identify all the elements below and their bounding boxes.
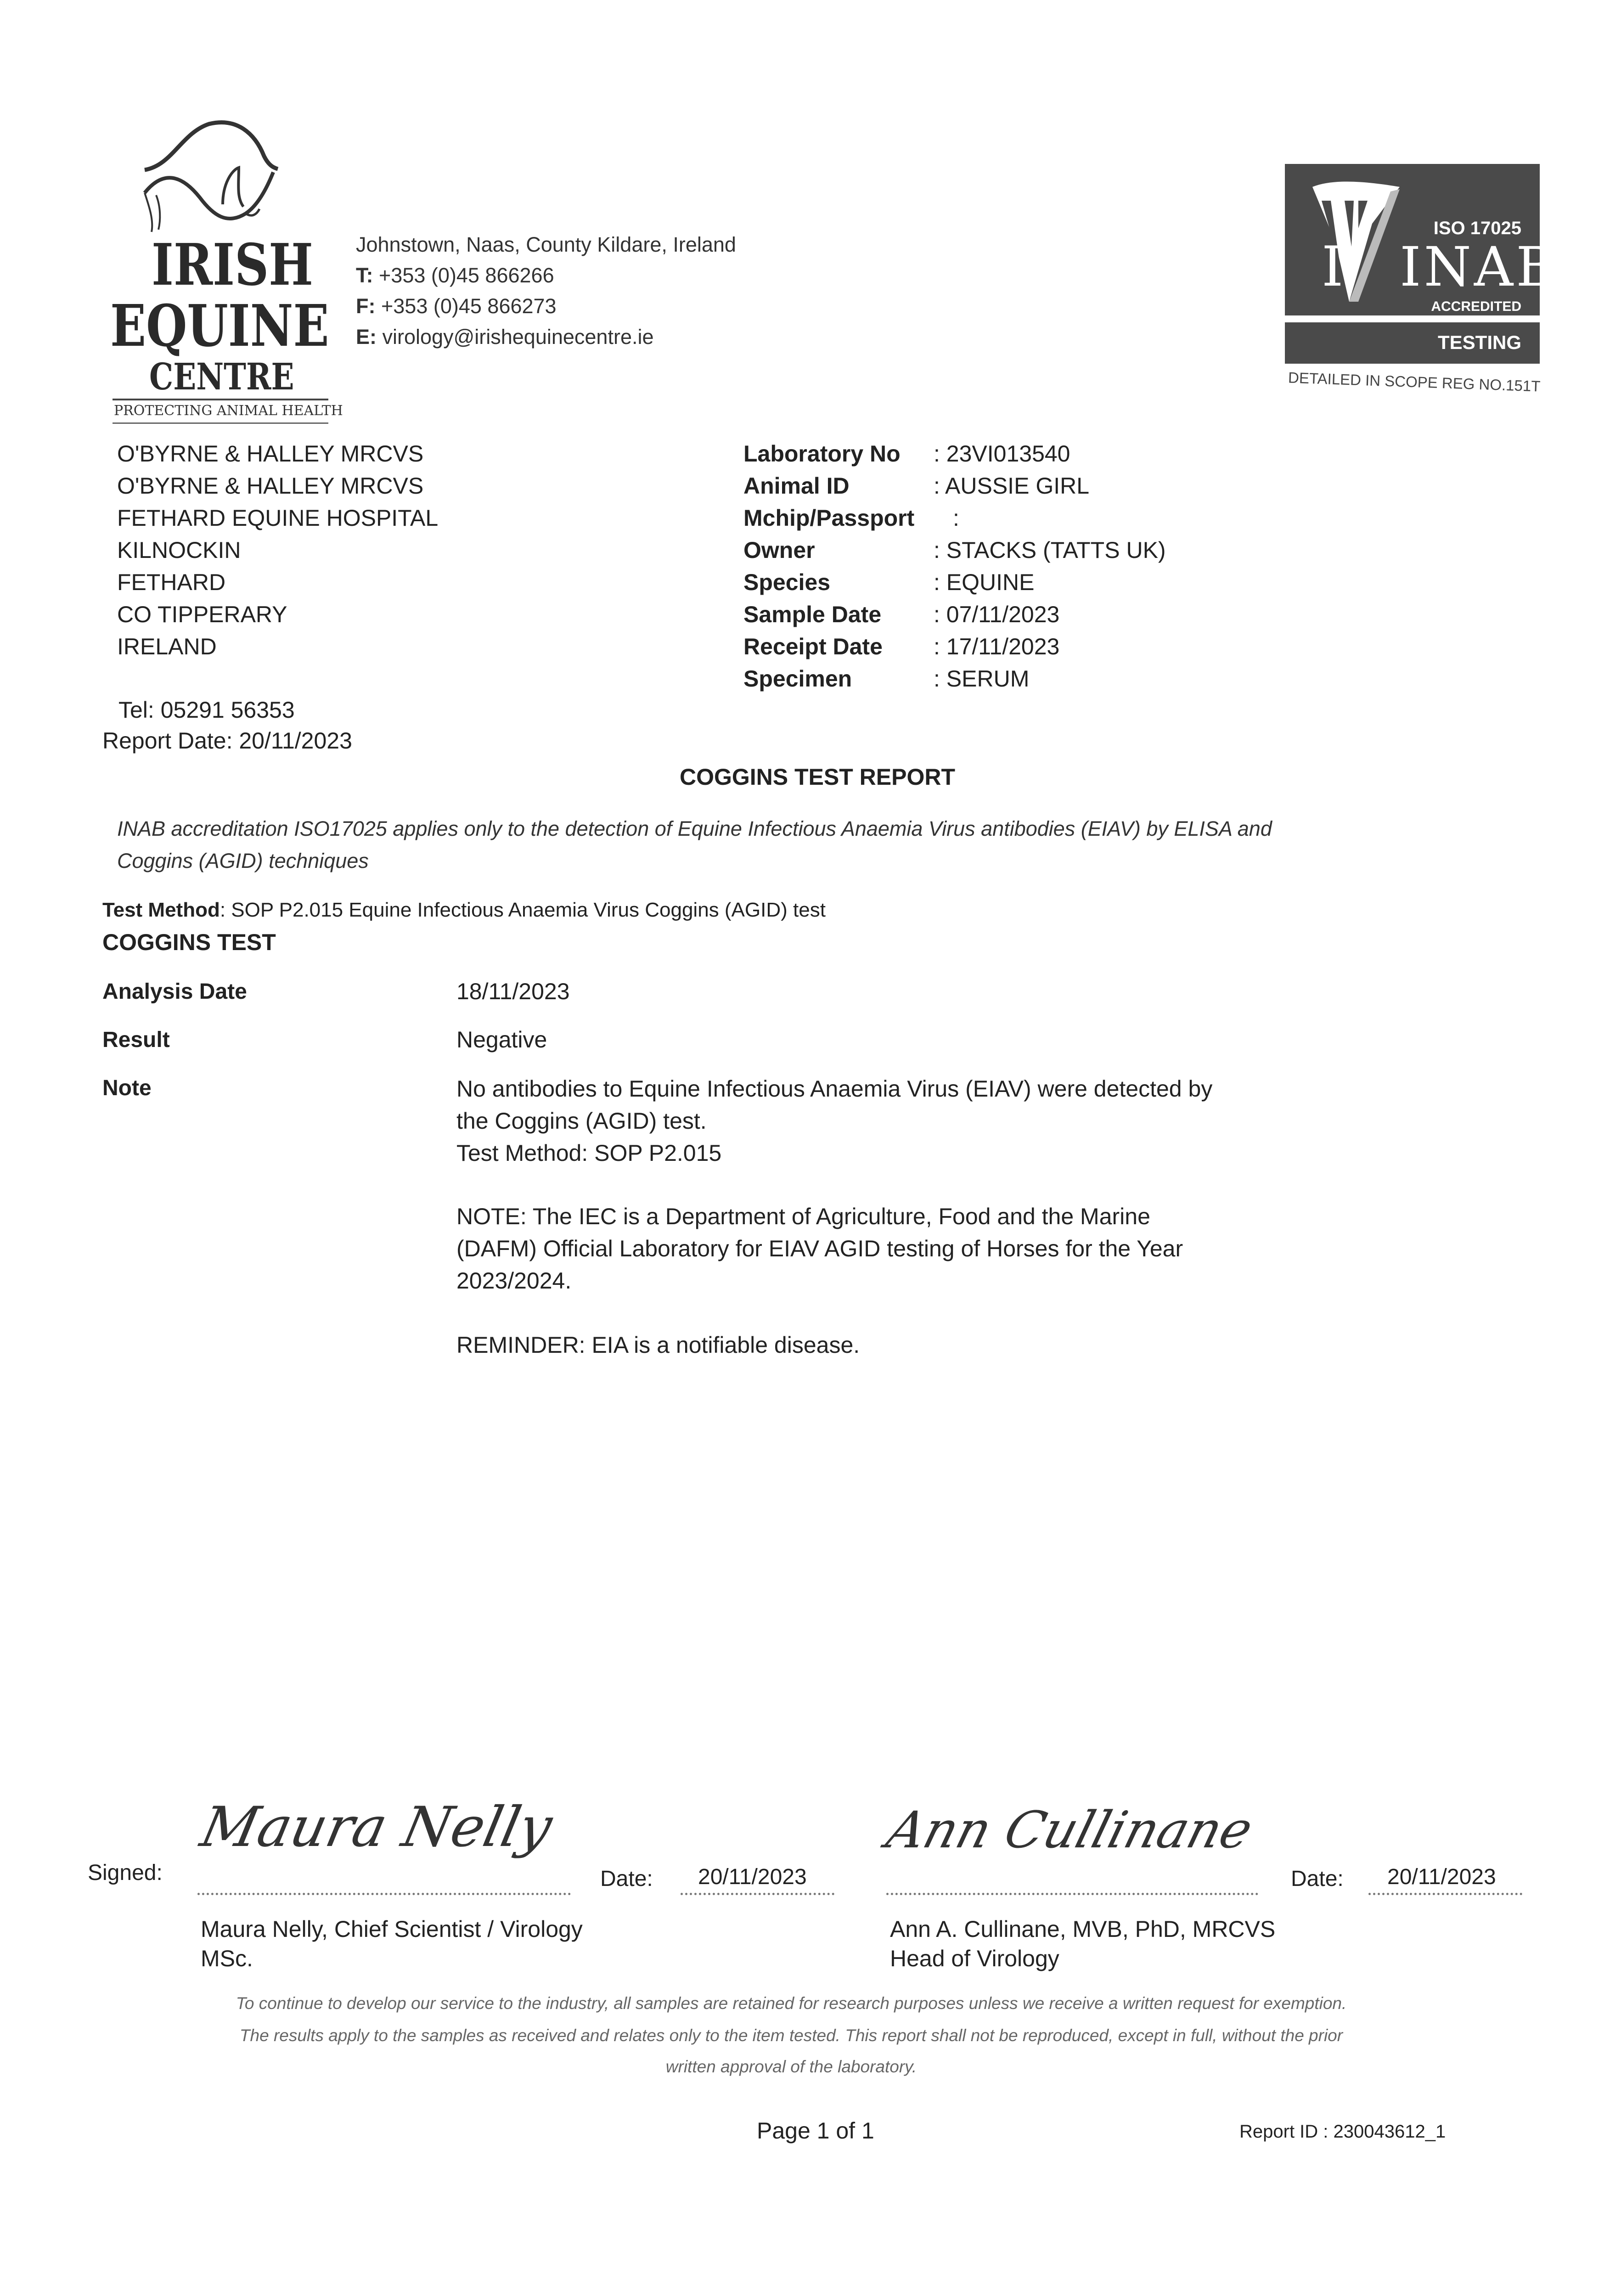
reminder: REMINDER: EIA is a notifiable disease. [456,1332,860,1358]
date-label: Date: [1291,1867,1344,1891]
test-method [102,900,826,920]
lab-fax [356,296,557,316]
test-method-label: Test Method [102,899,220,921]
signatory-title: MSc. [201,1946,253,1971]
inab-i: I [1322,235,1344,299]
lab-info-label: Sample Date [743,602,882,627]
lab-info-label: Owner [743,537,815,563]
analysis-date-label: Analysis Date [102,979,247,1004]
lab-info-label: Mchip/Passport [743,505,915,531]
note-line: No antibodies to Equine Infectious Anaemia Virus (EIAV) were detected by [456,1076,1213,1102]
recipient-line: O'BYRNE & HALLEY MRCVS [117,473,424,499]
lab-email [356,326,654,347]
lab-address: Johnstown, Naas, County Kildare, Ireland [356,233,736,256]
lab-info-label: Specimen [743,666,852,692]
note2-line: 2023/2024. [456,1268,572,1294]
page-number: Page 1 of 1 [757,2118,874,2144]
sign-date: 20/11/2023 [698,1865,807,1889]
test-method-value: : SOP P2.015 Equine Infectious Anaemia Virus Coggins (AGID) test [220,899,826,921]
signature-line [197,1893,571,1895]
recipient-line: FETHARD [117,569,226,595]
lab-info-value: : [953,505,959,531]
email-label: E: [356,325,377,349]
lab-info-label: Laboratory No [743,441,901,467]
note-line: Test Method: SOP P2.015 [456,1140,722,1166]
inab-accredited: ACCREDITED [1431,299,1521,314]
logo-centre: CENTRE [149,355,294,398]
recipient-line: O'BYRNE & HALLEY MRCVS [117,441,424,467]
inab-iso: ISO 17025 [1433,218,1521,238]
report-title: COGGINS TEST REPORT [679,764,956,790]
logo-rule [113,399,328,400]
accreditation-note: INAB accreditation ISO17025 applies only to the detection of Equine Infectious Anaemia Virus antibodies (EIAV) by ELISA and [117,817,1272,840]
inab-accreditation-badge [1285,164,1559,371]
logo-equine: EQUINE [110,293,329,360]
signed-label: Signed: [88,1861,163,1885]
sign-date: 20/11/2023 [1387,1865,1496,1889]
logo-rule-bottom [113,422,328,424]
date-label: Date: [600,1867,653,1891]
lab-info-value: : STACKS (TATTS UK) [934,537,1166,563]
signature-maura-nelly: Maura Nelly [195,1795,558,1859]
report-date: Report Date: 20/11/2023 [102,728,352,754]
inab-scope: DETAILED IN SCOPE REG NO.151T [1288,369,1541,395]
section-title: COGGINS TEST [102,929,276,955]
signatory-name: Ann A. Cullinane, MVB, PhD, MRCVS [890,1916,1276,1942]
disclaimer-line: To continue to develop our service to the industry, all samples are retained for research purposes unless we receive a written request for exemption. [236,1994,1347,2013]
recipient-line: KILNOCKIN [117,537,241,563]
email-value: virology@irishequinecentre.ie [382,325,654,349]
analysis-date-value: 18/11/2023 [456,979,570,1004]
logo-tagline: PROTECTING ANIMAL HEALTH [114,403,343,419]
lab-info-value: : AUSSIE GIRL [934,473,1090,499]
disclaimer-line: The results apply to the samples as received and relates only to the item tested. This report shall not be reproduced, except in full, without the prior [239,2026,1343,2045]
lab-info-value: : EQUINE [934,569,1035,595]
lab-info-value: : 23VI013540 [934,441,1070,467]
lab-info-value: : 07/11/2023 [934,602,1060,627]
fax-label: F: [356,294,376,318]
date-line [681,1893,834,1895]
recipient-line: CO TIPPERARY [117,602,287,627]
accreditation-note: Coggins (AGID) techniques [117,849,369,872]
signature-ann-cullinane: Ann Cullinane [880,1801,1259,1859]
note-label: Note [102,1076,152,1100]
inab-brand: INAB [1400,235,1559,298]
note2-line: NOTE: The IEC is a Department of Agriculture, Food and the Marine [456,1204,1150,1229]
phone-label: T: [356,264,373,287]
report-id: Report ID : 230043612_1 [1239,2122,1446,2142]
lab-phone [356,265,554,286]
note2-line: (DAFM) Official Laboratory for EIAV AGID testing of Horses for the Year [456,1236,1183,1261]
inab-testing: TESTING [1437,332,1521,353]
lab-info-label: Animal ID [743,473,850,499]
result-label: Result [102,1028,170,1052]
recipient-line: IRELAND [117,634,217,659]
disclaimer-line: written approval of the laboratory. [665,2057,917,2076]
lab-info-label: Species [743,569,831,595]
lab-info-value: : 17/11/2023 [934,634,1060,659]
recipient-line: FETHARD EQUINE HOSPITAL [117,505,439,531]
note-line: the Coggins (AGID) test. [456,1108,707,1134]
lab-info-value: : SERUM [934,666,1030,692]
phone-value: +353 (0)45 866266 [379,264,554,287]
signature-line [886,1893,1258,1895]
logo-irish: IRISH [152,231,313,298]
signatory-title: Head of Virology [890,1946,1059,1971]
lab-info-label: Receipt Date [743,634,883,659]
recipient-tel: Tel: 05291 56353 [118,697,295,723]
signatory-name: Maura Nelly, Chief Scientist / Virology [201,1916,583,1942]
date-line [1368,1893,1522,1895]
result-value: Negative [456,1027,547,1052]
horse-logo-icon [131,115,324,239]
fax-value: +353 (0)45 866273 [381,294,557,318]
inab-checkmark-icon [1299,173,1413,311]
